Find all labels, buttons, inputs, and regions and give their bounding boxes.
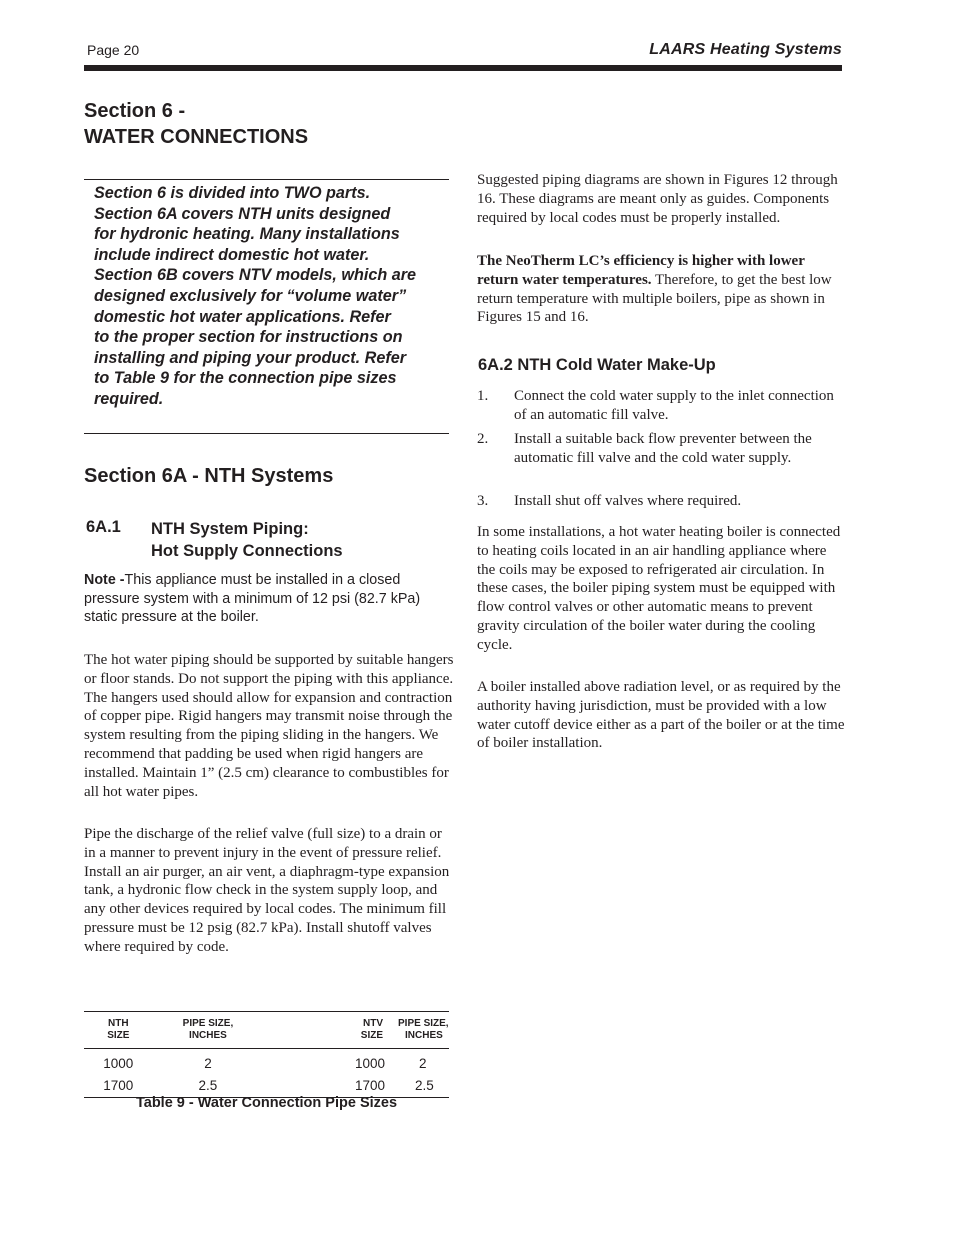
table-cell: 2.5	[385, 1075, 449, 1098]
efficiency-bold: The NeoTherm LC’s efficiency is higher with lower return water temperatures.	[477, 253, 805, 288]
s6a2-title: 6A.2 NTH Cold Water Make-Up	[478, 356, 716, 374]
table-cell: 2.5	[153, 1075, 264, 1098]
table-cell: 2	[204, 1056, 212, 1071]
table-cell: 1000	[103, 1056, 134, 1071]
table-header-cell: NTV SIZE	[263, 1012, 385, 1049]
table-caption: Table 9 - Water Connection Pipe Sizes	[135, 1095, 398, 1111]
section-title-line2: WATER CONNECTIONS	[84, 126, 309, 148]
s6a1-title-line1: NTH System Piping:	[151, 520, 309, 538]
brand-name: LAARS Heating Systems	[649, 41, 842, 58]
section-title-line1: Section 6 -	[84, 100, 186, 122]
s6a1-title-line2: Hot Supply Connections	[151, 542, 343, 560]
note-line: Section 6B covers NTV models, which are	[94, 266, 417, 285]
table-header-row	[84, 1012, 449, 1049]
table-header-cell: PIPE SIZE, INCHES	[385, 1012, 449, 1049]
paragraph-hangers: The hot water piping should be supported by suitable hangers or floor stands. Do not support the piping with this appliance. The hangers used should allow for expansion and contraction of copper pipe. Rigid hangers may transmit noise through the system resulting from the piping sliding in the hangers. We recommend that padding be used when rigid hangers are installed. Maintain 1” (2.5 cm) clearance to combustibles for all hot water pipes.	[84, 652, 454, 800]
note-line: to the proper section for instructions on	[94, 328, 403, 347]
page-number: Page 20	[87, 42, 140, 58]
header-rule	[84, 65, 842, 71]
list-text: Connect the cold water supply to the inlet connection of an automatic fill valve.	[514, 388, 834, 423]
table-header-cell: PIPE SIZE, INCHES	[153, 1012, 264, 1049]
note-line: domestic hot water applications. Refer	[94, 307, 391, 326]
caution-label: Note -	[84, 572, 125, 588]
note-line: Section 6A covers NTH units designed	[94, 204, 391, 223]
subsection-title: Section 6A - NTH Systems	[84, 465, 334, 487]
note-line: to Table 9 for the connection pipe sizes	[94, 369, 397, 388]
s6a1-title	[151, 518, 343, 562]
paragraph-efficiency	[477, 252, 847, 327]
note-line: designed exclusively for “volume water”	[94, 286, 407, 305]
section-title	[84, 98, 308, 150]
s6a1-number: 6A.1	[86, 518, 121, 536]
note-line: required.	[94, 389, 164, 408]
note-rule-top	[84, 179, 449, 180]
caution-text: This appliance must be installed in a closed pressure system with a minimum of 12 psi (82.7 kPa) static pressure at the boiler.	[84, 572, 421, 626]
list-number: 3.	[477, 493, 489, 509]
efficiency-rest: Therefore, to get the best low return temperature with multiple boilers, pipe as shown in Figures 15 and 16.	[477, 271, 832, 326]
paragraph-piping-diagrams: Suggested piping diagrams are shown in Figures 12 through 16. These diagrams are meant only as guides. Components required by local codes must be properly installed.	[477, 172, 838, 226]
table-cell: 2	[419, 1056, 427, 1071]
table-row	[84, 1049, 449, 1076]
list-number: 1.	[477, 388, 489, 404]
note-line: Section 6 is divided into TWO parts.	[94, 184, 371, 202]
table-cell: 1700	[84, 1075, 153, 1098]
paragraph-low-water-cutoff: A boiler installed above radiation level, or as required by the authority having jurisdiction, must be provided with a low water cutoff device either as a part of the boiler or at the time of boiler installation.	[477, 679, 845, 752]
table-header-cell: NTH SIZE	[84, 1012, 153, 1049]
paragraph-relief-valve: Pipe the discharge of the relief valve (full size) to a drain or in a manner to prevent injury in the event of pressure relief. Install an air purger, an air vent, a diaphragm-type expansion tank, a hydronic flow check in the system supply loop, and any other devices required by local codes. The minimum fill pressure must be 12 psig (82.7 kPa). Install shutoff valves where required by code.	[84, 826, 450, 955]
list-number: 2.	[477, 431, 489, 447]
table-cell: 1700	[263, 1075, 385, 1098]
note-line: installing and piping your product. Refer	[94, 348, 407, 367]
table-cell: 1000	[354, 1056, 386, 1071]
pipe-size-table	[84, 1011, 449, 1098]
caution-note	[84, 571, 450, 627]
paragraph-heating-coils: In some installations, a hot water heating boiler is connected to heating coils located in an air handling appliance where the coils may be exposed to refrigerated air circulation. In these cases, the boiler piping system must be equipped with flow control valves or other automatic means to prevent gravity circulation of the boiler water during the cooling cycle.	[477, 524, 841, 653]
note-box	[94, 183, 444, 410]
note-line: for hydronic heating. Many installations	[94, 225, 400, 244]
list-text: Install a suitable back flow preventer between the automatic fill valve and the cold water supply.	[514, 431, 812, 466]
note-rule-bottom	[84, 433, 449, 434]
list-text: Install shut off valves where required.	[514, 493, 742, 509]
note-line: include indirect domestic hot water.	[94, 245, 370, 264]
